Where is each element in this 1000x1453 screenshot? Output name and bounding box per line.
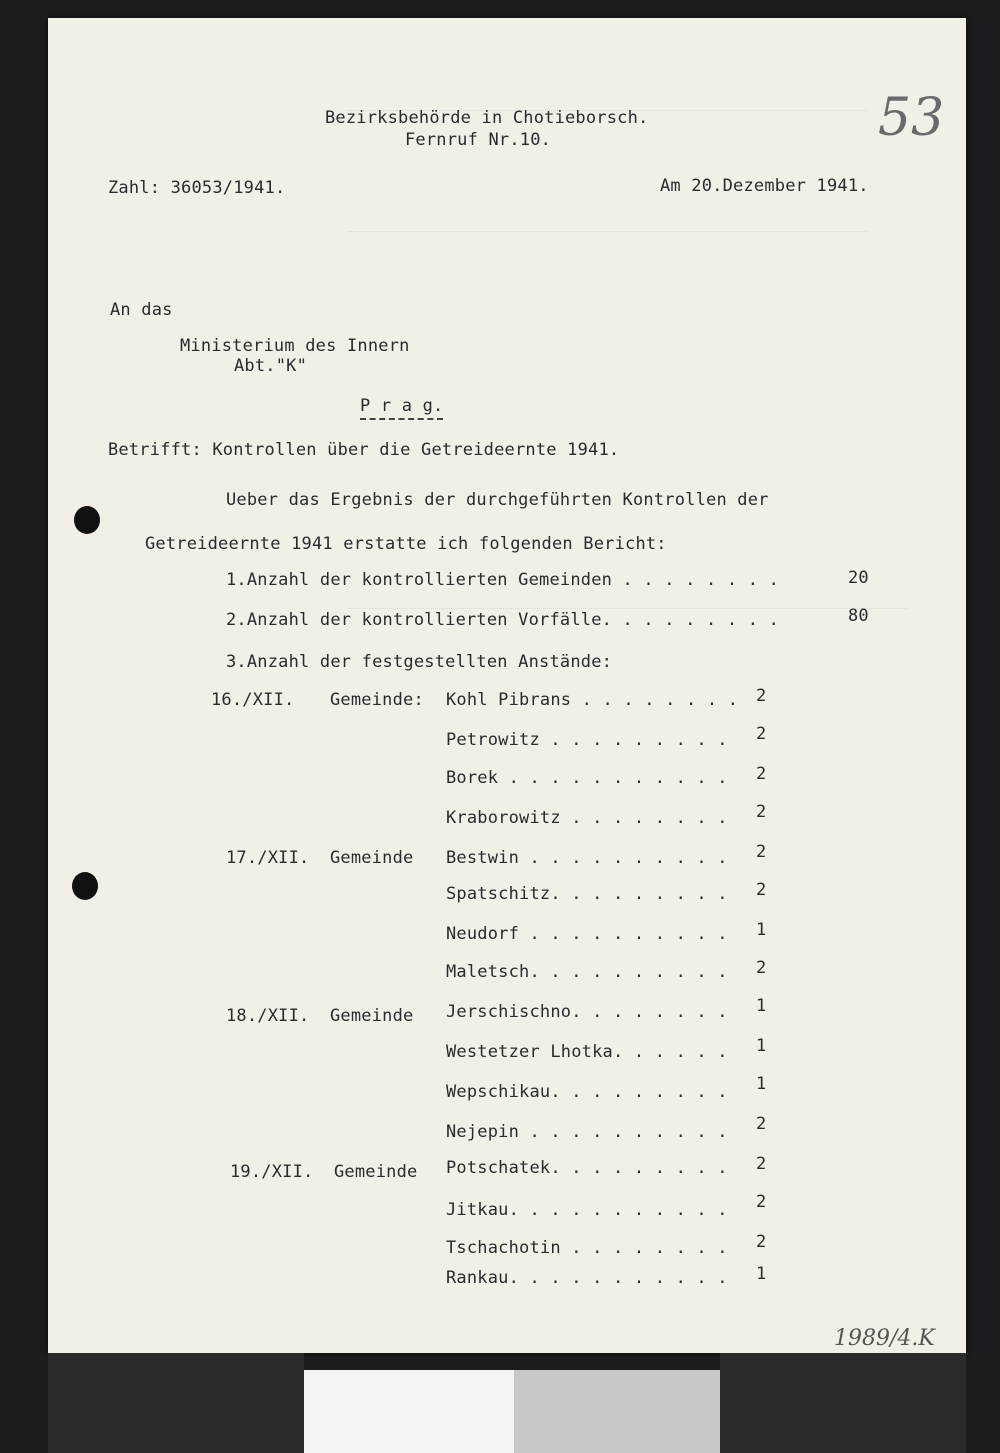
- inspection-place: Spatschitz. . . . . . . . .: [446, 884, 728, 904]
- summary-value-2: 80: [848, 606, 869, 626]
- archive-note: 1989/4.K: [834, 1326, 935, 1351]
- inspection-place: Wepschikau. . . . . . . . .: [446, 1082, 728, 1102]
- inspection-count: 1: [756, 920, 767, 940]
- inspection-count: 2: [756, 686, 767, 706]
- inspection-place: Kohl Pibrans . . . . . . . .: [446, 690, 739, 710]
- inspection-count: 2: [756, 724, 767, 744]
- inspection-place: Neudorf . . . . . . . . . .: [446, 924, 728, 944]
- phone-number: Fernruf Nr.10.: [405, 130, 552, 150]
- inspection-place: Bestwin . . . . . . . . . .: [446, 848, 728, 868]
- inspection-place: Jitkau. . . . . . . . . . .: [446, 1200, 728, 1220]
- inspection-count: 1: [756, 1074, 767, 1094]
- inspection-place: Petrowitz . . . . . . . . .: [446, 730, 728, 750]
- inspection-count: 1: [756, 996, 767, 1016]
- summary-item-2: 2.Anzahl der kontrollierten Vorfälle. . . . . . . . .: [226, 610, 780, 630]
- inspection-date: 18./XII.: [226, 1006, 310, 1026]
- inspection-count: 2: [756, 880, 767, 900]
- document-date: Am 20.Dezember 1941.: [660, 176, 869, 196]
- inspection-label: Gemeinde: [330, 848, 414, 868]
- inspection-place: Nejepin . . . . . . . . . .: [446, 1122, 728, 1142]
- summary-item-3: 3.Anzahl der festgestellten Anstände:: [226, 652, 613, 672]
- inspection-date: 19./XII.: [230, 1162, 314, 1182]
- recipient-city: P r a g.: [360, 396, 444, 416]
- inspection-count: 1: [756, 1264, 767, 1284]
- punch-hole-top: [74, 506, 100, 534]
- summary-value-1: 20: [848, 568, 869, 588]
- document-page: [48, 18, 966, 1353]
- show-through-texture: [348, 110, 868, 232]
- punch-hole-bottom: [72, 872, 98, 900]
- inspection-count: 2: [756, 1232, 767, 1252]
- inspection-count: 2: [756, 1154, 767, 1174]
- inspection-label: Gemeinde:: [330, 690, 424, 710]
- folio-number: 53: [878, 88, 945, 148]
- inspection-date: 17./XII.: [226, 848, 310, 868]
- summary-item-1: 1.Anzahl der kontrollierten Gemeinden . . . . . . . .: [226, 570, 780, 590]
- inspection-count: 2: [756, 842, 767, 862]
- scan-background-right: [720, 1353, 966, 1453]
- reference-number: Zahl: 36053/1941.: [108, 178, 286, 198]
- inspection-place: Kraborowitz . . . . . . . .: [446, 808, 728, 828]
- inspection-count: 2: [756, 958, 767, 978]
- inspection-place: Westetzer Lhotka. . . . . .: [446, 1042, 728, 1062]
- authority-name: Bezirksbehörde in Chotieborsch.: [325, 108, 649, 128]
- inspection-place: Borek . . . . . . . . . . .: [446, 768, 728, 788]
- scan-background: [48, 1353, 304, 1453]
- recipient-salutation: An das: [110, 300, 173, 320]
- inspection-place: Rankau. . . . . . . . . . .: [446, 1268, 728, 1288]
- inspection-count: 2: [756, 1192, 767, 1212]
- inspection-place: Maletsch. . . . . . . . . .: [446, 962, 728, 982]
- inspection-count: 2: [756, 1114, 767, 1134]
- inspection-date: 16./XII.: [211, 690, 295, 710]
- inspection-label: Gemeinde: [330, 1006, 414, 1026]
- inspection-count: 2: [756, 764, 767, 784]
- recipient-ministry: Ministerium des Innern: [180, 336, 410, 356]
- recipient-department: Abt."K": [234, 356, 308, 376]
- scan-calibration-white: [304, 1370, 514, 1453]
- subject-line: Betrifft: Kontrollen über die Getreideernte 1941.: [108, 440, 620, 460]
- inspection-count: 2: [756, 802, 767, 822]
- body-intro-line2: Getreideernte 1941 erstatte ich folgenden Bericht:: [145, 534, 667, 554]
- scan-calibration-grey: [514, 1370, 720, 1453]
- inspection-place: Tschachotin . . . . . . . .: [446, 1238, 728, 1258]
- inspection-place: Jerschischno. . . . . . . .: [446, 1002, 728, 1022]
- inspection-place: Potschatek. . . . . . . . .: [446, 1158, 728, 1178]
- inspection-label: Gemeinde: [334, 1162, 418, 1182]
- body-intro-line1: Ueber das Ergebnis der durchgeführten Kontrollen der: [226, 490, 769, 510]
- inspection-count: 1: [756, 1036, 767, 1056]
